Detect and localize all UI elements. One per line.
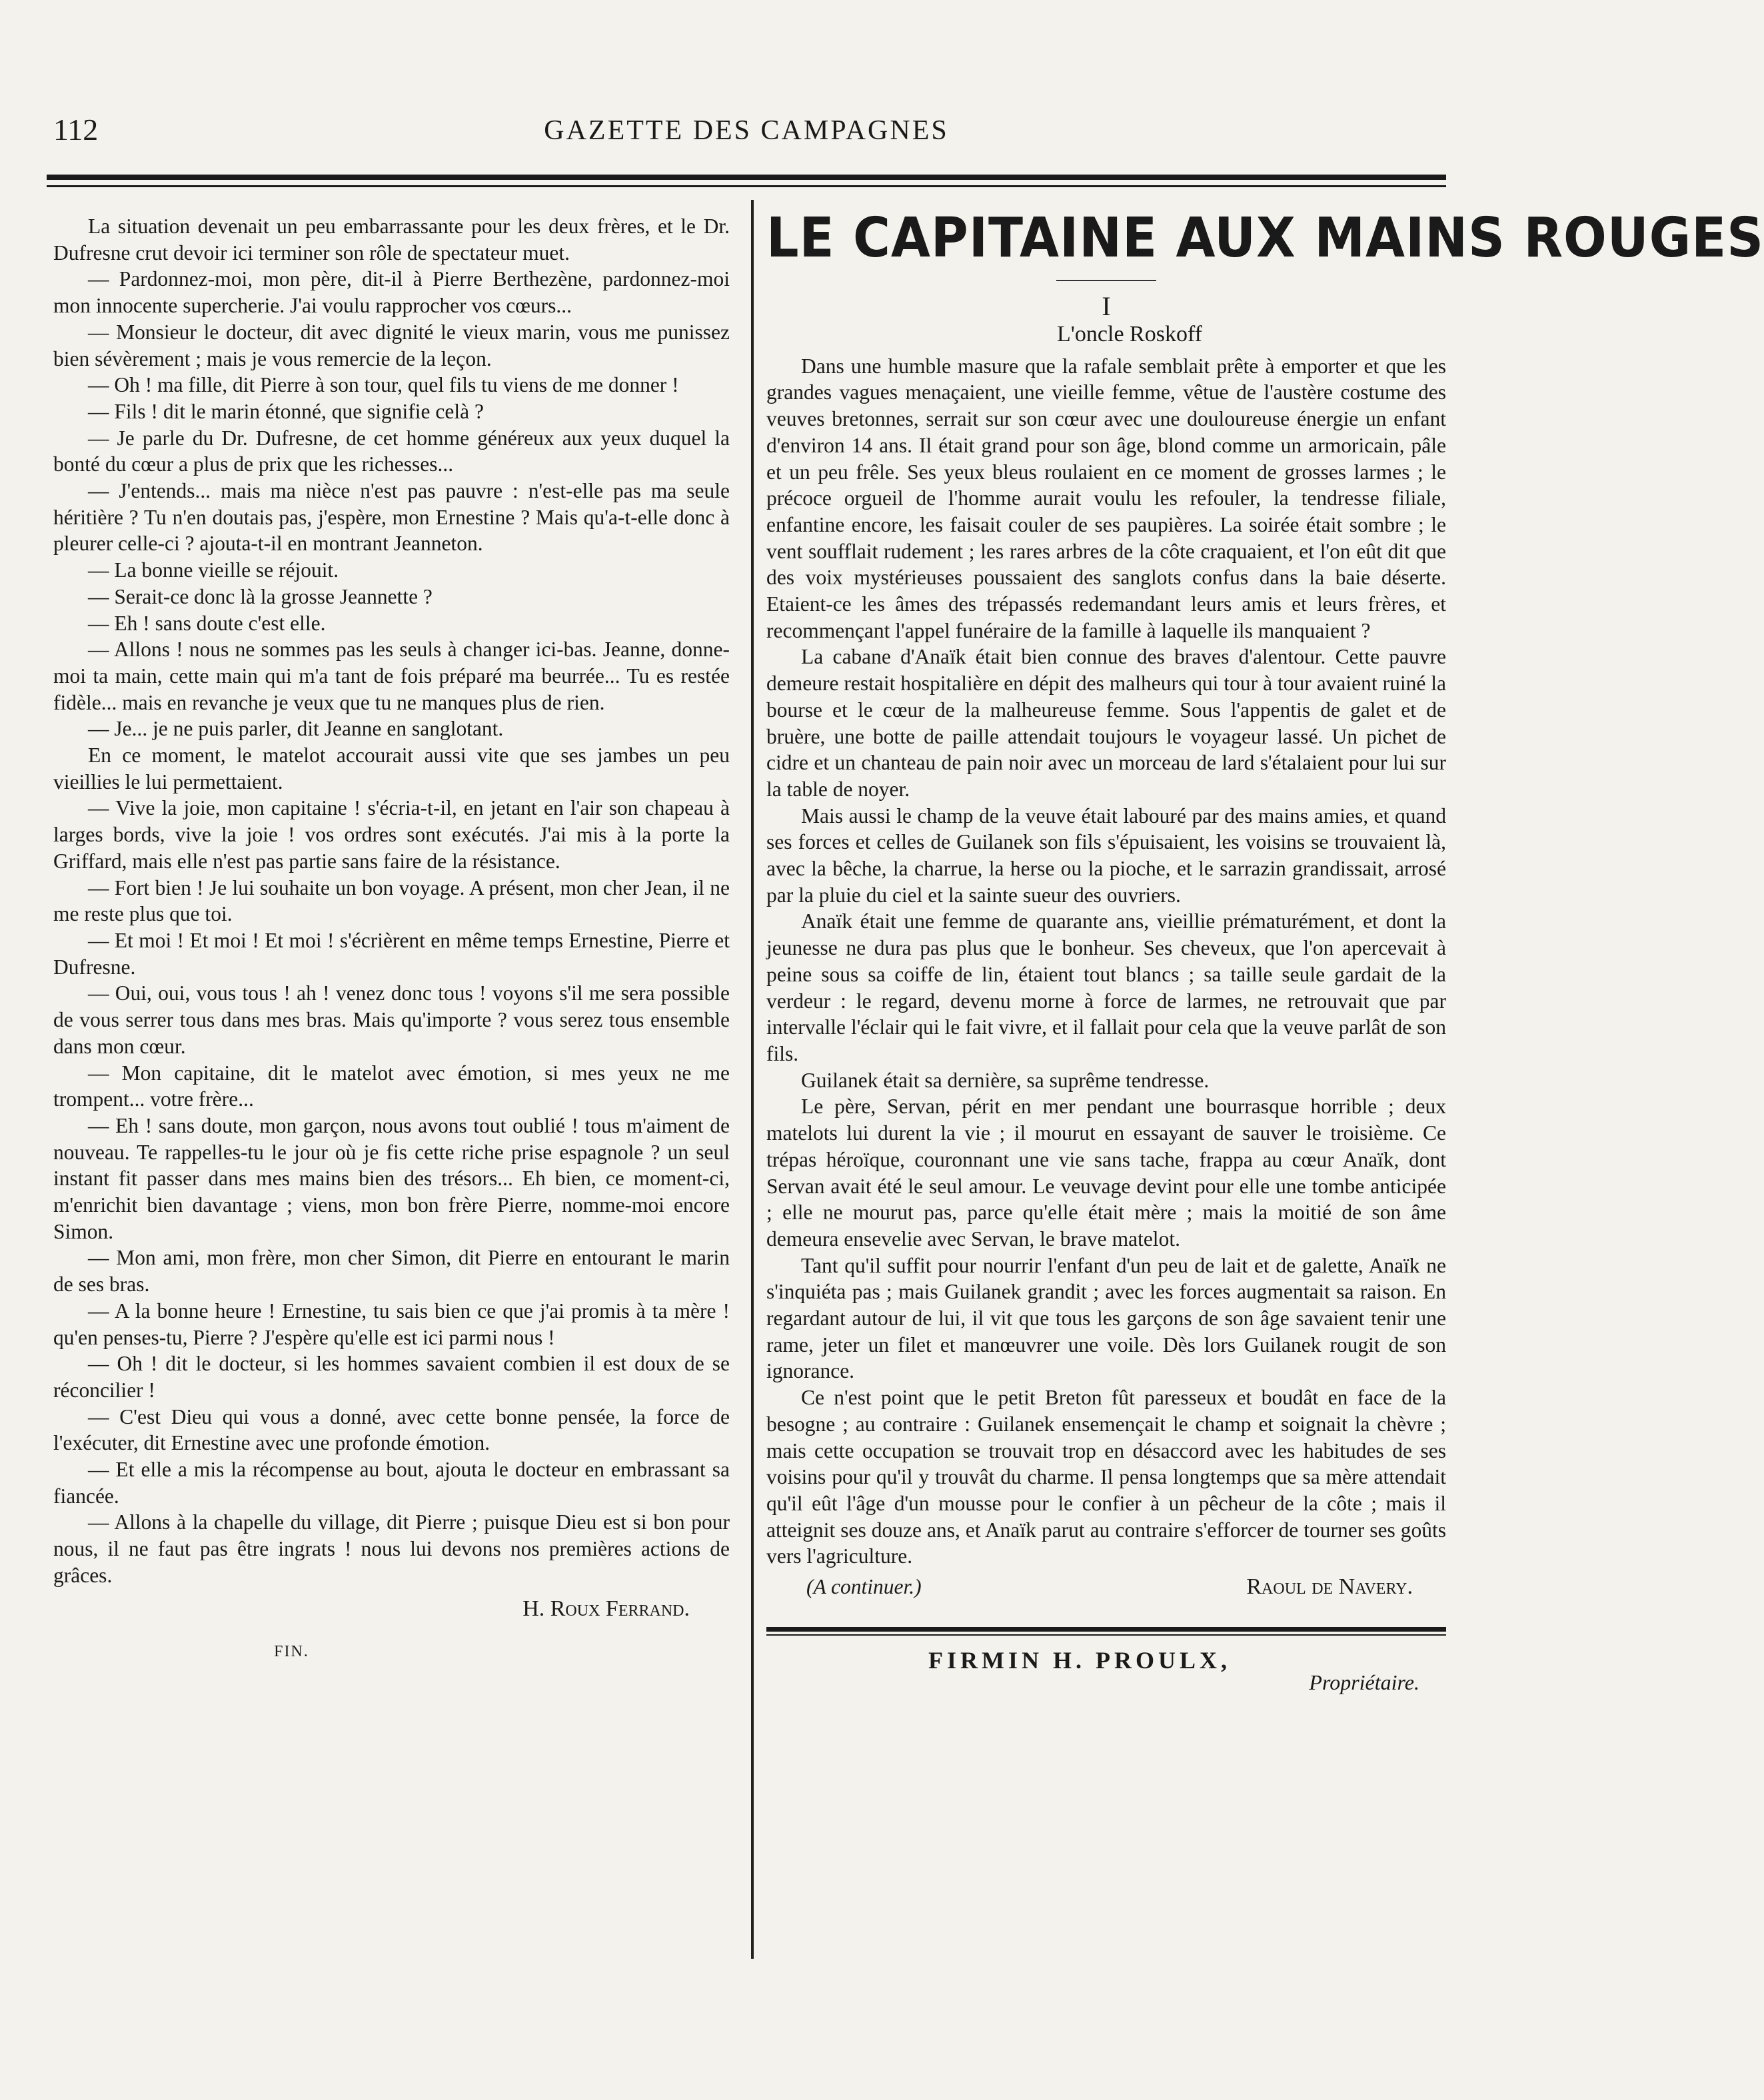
paragraph: — Monsieur le docteur, dit avec dignité le vieux marin, vous me punissez bien sévèrement ; mais je vous remercie de la leçon. xyxy=(53,320,730,370)
chapter-number: I xyxy=(1102,291,1111,321)
paragraph: — Oui, oui, vous tous ! ah ! venez donc tous ! voyons s'il me sera possible de vous serrer tous dans mes bras. Mais qu'importe ? vous serez tous ensemble dans mon cœur. xyxy=(53,981,730,1058)
paragraph: Tant qu'il suffit pour nourrir l'enfant d'un peu de lait et de galette, Anaïk ne s'inquiéta pas ; mais Guilanek grandit ; avec les forces augmentait sa raison. En regardant autour de lui, il vit que tous les garçons de son âge savaient tenir une rame, jeter un filet et manœuvrer une voile. Dès lors Guilanek rougit de son ignorance. xyxy=(766,1253,1446,1383)
story-footer xyxy=(766,1574,1446,1600)
paragraph: — Allons à la chapelle du village, dit Pierre ; puisque Dieu est si bon pour nous, il ne faut pas être ingrats ! nous lui devons nos premières actions de grâces. xyxy=(53,1510,730,1587)
paragraph: — J'entends... mais ma nièce n'est pas pauvre : n'est-elle pas ma seule héritière ? Tu n'en doutais pas, j'espère, mon Ernestine ? Mais qu'a-t-elle donc à pleurer celle-ci ? ajouta-t-il en montrant Jeanneton. xyxy=(53,479,730,556)
gazette-title: GAZETTE DES CAMPAGNES xyxy=(544,115,949,146)
paragraph: Mais aussi le champ de la veuve était labouré par des mains amies, et quand ses forces et celles de Guilanek son fils s'épuisaient, les voisins se trouvaient là, avec la bêche, la charrue, la herse ou la pioche, et le sarrazin grandissait, arrosé par la pluie du ciel et la sainte sueur des ouvriers. xyxy=(766,803,1446,907)
page-number: 112 xyxy=(53,113,99,147)
paragraph: — Mon ami, mon frère, mon cher Simon, dit Pierre en entourant le marin de ses bras. xyxy=(53,1246,730,1297)
continue-note: (A continuer.) xyxy=(806,1575,922,1599)
paragraph: — Et elle a mis la récompense au bout, ajouta le docteur en embrassant sa fiancée. xyxy=(53,1458,730,1508)
title-divider xyxy=(1056,280,1156,281)
paragraph: — C'est Dieu qui vous a donné, avec cette bonne pensée, la force de l'exécuter, dit Ernestine avec une profonde émotion. xyxy=(53,1404,730,1455)
paragraph: Anaïk était une femme de quarante ans, vieillie prématurément, et dont la jeunesse ne dura pas plus que le bonheur. Ses cheveux, que l'on apercevait à peine sous sa coiffe de lin, étaient tout blancs ; sa taille seule gardait de la verdeur : le regard, devenu morne à force de larmes, ne retrouvait que par intervalle l'éclair qui le fait vivre, et il fallait pour cela que la veuve parlât de son fils. xyxy=(766,909,1446,1065)
story-author: Raoul de Navery. xyxy=(1246,1574,1413,1600)
paragraph: Guilanek était sa dernière, sa suprême tendresse. xyxy=(801,1068,1210,1092)
header-rule-thick xyxy=(47,175,1446,180)
paragraph: — Allons ! nous ne sommes pas les seuls à changer ici-bas. Jeanne, donne-moi ta main, cette main qui m'a tant de fois préparé ma beurrée... Tu es restée fidèle... mais en revanche je veux que tu ne manques plus de rien. xyxy=(53,638,730,714)
paragraph: — Eh ! sans doute, mon garçon, nous avons tout oublié ! tous m'aiment de nouveau. Te rappelles-tu le jour où je fis cette riche prise espagnole ? un seul instant fit passer dans mes mains bien des trésors... Eh bien, ce moment-ci, m'enrichit bien davantage ; viens, mon bon frère Pierre, nomme-moi encore Simon. xyxy=(53,1113,730,1243)
paragraph: — Oh ! dit le docteur, si les hommes savaient combien il est doux de se réconcilier ! xyxy=(53,1352,730,1402)
paragraph: Le père, Servan, périt en mer pendant une bourrasque horrible ; deux matelots lui durent la vie ; il mourut en essayant de sauver le troisième. Ce trépas héroïque, couronnant une vie sans tache, frappa au cœur Anaïk, dont Servan avait été le seul amour. Le veuvage devint pour elle une tombe anticipée ; elle ne mourut pas, parce qu'elle était mère ; mais la moitié de son âme demeura ensevelie avec Servan, le brave matelot. xyxy=(766,1095,1446,1251)
column-divider xyxy=(751,200,754,1959)
paragraph: La cabane d'Anaïk était bien connue des braves d'alentour. Cette pauvre demeure restait hospitalière en dépit des malheurs qui tour à tour avaient ruiné la bourse et le cœur de la malheureuse femme. Sous l'appentis de galet et de bruère, une botte de paille attendait toujours le voyageur lassé. Un pichet de cidre et un chanteau de pain noir avec un morceau de lard s'étalaient pour lui sur la table de noyer. xyxy=(766,645,1446,801)
footer-rule-thick xyxy=(766,1627,1446,1632)
paragraph: La situation devenait un peu embarrassante pour les deux frères, et le Dr. Dufresne crut devoir ici terminer son rôle de spectateur muet. xyxy=(53,215,730,264)
owner-role: Propriétaire. xyxy=(1309,1670,1419,1695)
paragraph: Dans une humble masure que la rafale semblait prête à emporter et que les grandes vagues menaçaient, une vieille femme, vêtue de l'austère costume des veuves bretonnes, serrait sur son cœur avec une douloureuse énergie un enfant d'environ 14 ans. Il était grand pour son âge, blond comme un armoricain, pâle et un peu frêle. Ses yeux bleus roulaient en ce moment de grosses larmes ; le précoce orgueil de l'homme aurait voulu les refouler, la tendresse filiale, enfantine encore, les faisait couler de ses paupières. La soirée était sombre ; le vent soufflait rudement ; les rares arbres de la côte craquaient, et l'on eût dit que des voix mystérieuses poussaient des sanglots confus dans la baie déserte. Etaient-ce les âmes des trépassés redemandant leurs amis et leurs frères, et recommençant l'appel funéraire de la famille à laquelle ils manquaient ? xyxy=(766,354,1446,642)
paragraph: — Fort bien ! Je lui souhaite un bon voyage. A présent, mon cher Jean, il ne me reste plus que toi. xyxy=(53,875,730,926)
header-rule-thin xyxy=(47,185,1446,187)
left-author-signature: H. Roux Ferrand. xyxy=(522,1596,690,1621)
story-title: LE CAPITAINE AUX MAINS ROUGES xyxy=(766,207,1764,270)
paragraph: — Pardonnez-moi, mon père, dit-il à Pierre Berthezène, pardonnez-moi mon innocente supercherie. J'ai voulu rapprocher vos cœurs... xyxy=(53,267,730,318)
page-header xyxy=(47,112,1446,159)
paragraph: — Oh ! ma fille, dit Pierre à son tour, quel fils tu viens de me donner ! xyxy=(88,373,679,397)
paragraph: — Je parle du Dr. Dufresne, de cet homme généreux aux yeux duquel la bonté du cœur a plus de prix que les richesses... xyxy=(53,426,730,476)
paragraph: Ce n'est point que le petit Breton fût paresseux et boudât en face de la besogne ; au contraire : Guilanek ensemençait le champ et soignait la chèvre ; mais cette occupation se trouvait trop en désaccord avec les habitudes de ses voisins pour qu'il y trouvât du charme. Il pensa longtemps que sa mère attendait qu'il eût l'âge d'un mousse pour le confier à un pêcheur de la côte ; mais il atteignit ses douze ans, et Anaïk parut au contraire s'efforcer de tourner ses goûts vers l'agriculture. xyxy=(766,1386,1446,1568)
paragraph: En ce moment, le matelot accourait aussi vite que ses jambes un peu vieillies le lui permettaient. xyxy=(53,744,730,793)
paragraph: — Serait-ce donc là la grosse Jeannette ? xyxy=(88,584,433,608)
paragraph: — Fils ! dit le marin étonné, que signifie celà ? xyxy=(88,399,484,423)
chapter-title: L'oncle Roskoff xyxy=(1057,322,1202,346)
paragraph: — Eh ! sans doute c'est elle. xyxy=(88,611,326,635)
paragraph: — La bonne vieille se réjouit. xyxy=(88,558,339,582)
paragraph: — Je... je ne puis parler, dit Jeanne en sanglotant. xyxy=(88,717,504,741)
paragraph: — Vive la joie, mon capitaine ! s'écria-t-il, en jetant en l'air son chapeau à larges bords, vive la joie ! vos ordres sont exécutés. J'ai mis à la porte la Griffard, mais elle n'est pas partie sans faire de la résistance. xyxy=(53,796,730,873)
paragraph: — Mon capitaine, dit le matelot avec émotion, si mes yeux ne me trompent... votre frère... xyxy=(53,1061,730,1111)
end-mark: FIN. xyxy=(274,1643,309,1661)
footer-rule-thin xyxy=(766,1634,1446,1636)
owner-name: FIRMIN H. PROULX, xyxy=(928,1646,1231,1674)
right-column xyxy=(766,205,1764,1696)
paragraph: — Et moi ! Et moi ! Et moi ! s'écrièrent en même temps Ernestine, Pierre et Dufresne. xyxy=(53,928,730,979)
paragraph: — A la bonne heure ! Ernestine, tu sais bien ce que j'ai promis à ta mère ! qu'en penses-tu, Pierre ? J'espère qu'elle est ici parmi nous ! xyxy=(53,1299,730,1349)
left-column xyxy=(53,213,730,1666)
